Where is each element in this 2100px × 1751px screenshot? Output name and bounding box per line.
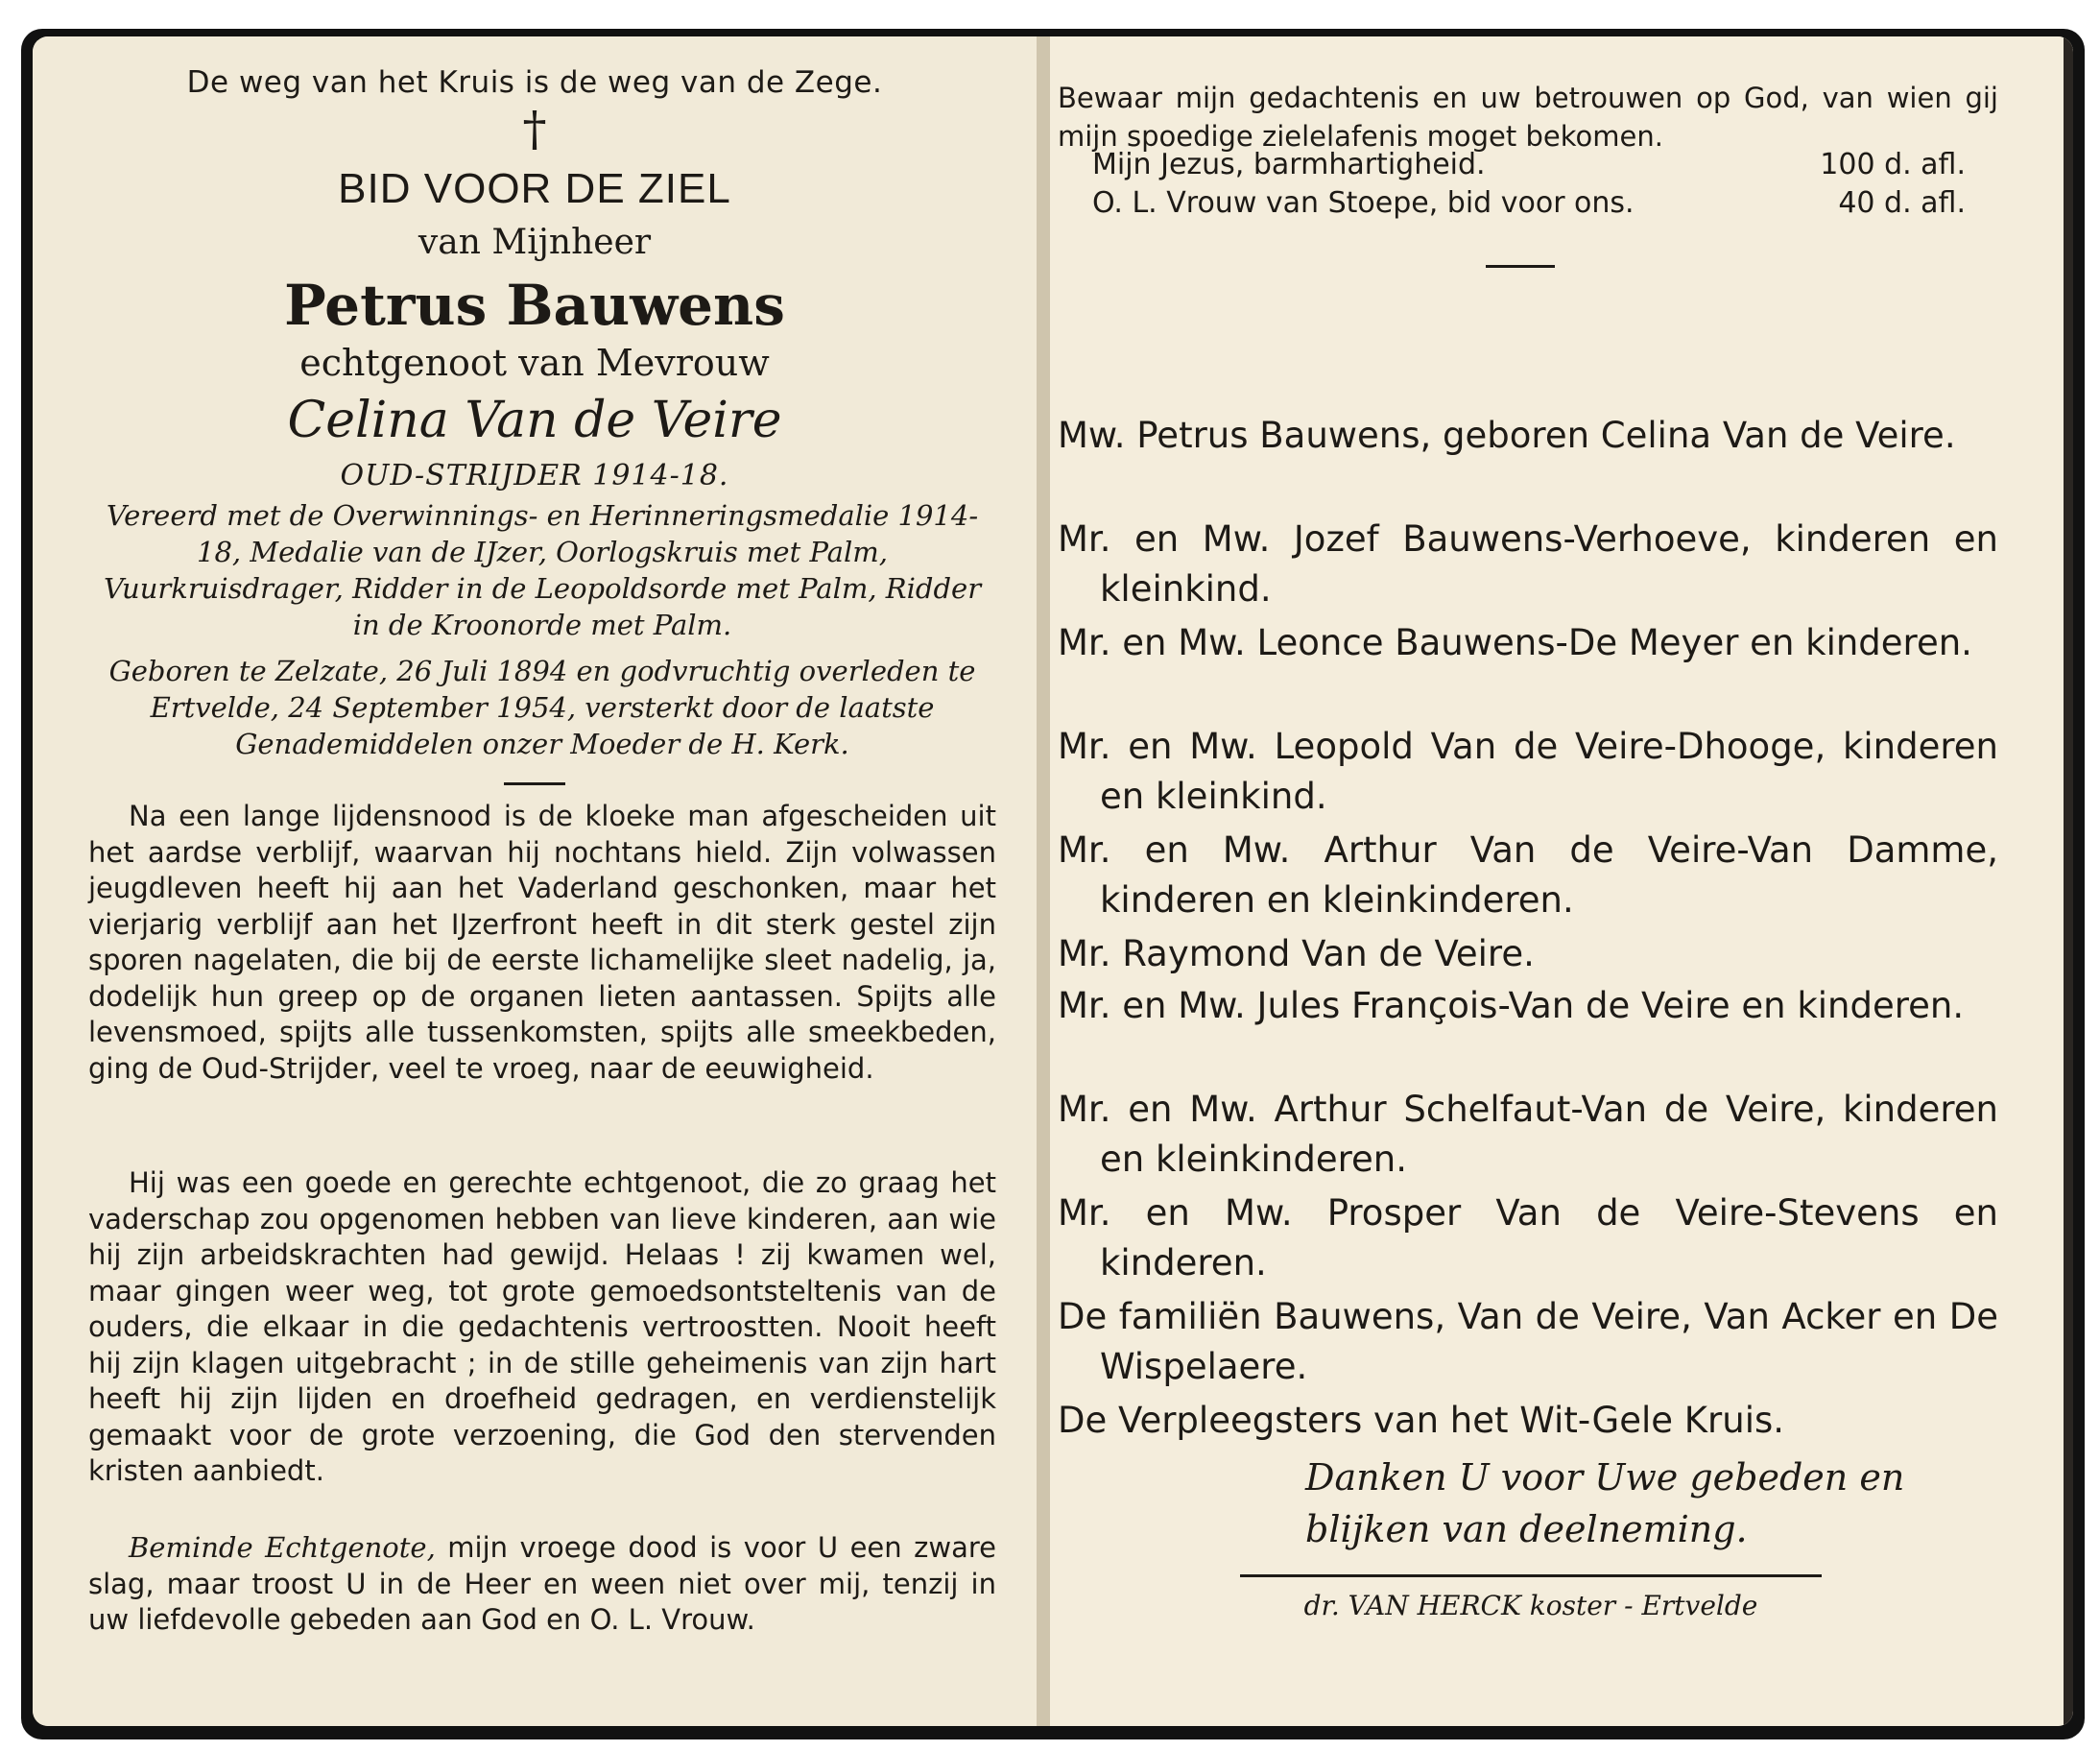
- cross-icon: †: [522, 101, 547, 156]
- birth-death-text: Geboren te Zelzate, 26 Juli 1894 en godvruchtig overleden te Ertvelde, 24 September 1954, versterkt door de laatste Genademiddelen onzer Moeder de H. Kerk.: [108, 655, 976, 760]
- indulgence-line: [1092, 148, 1966, 186]
- honors-text: Vereerd met de Overwinnings- en Herinneringsmedalie 1914-18, Medalie van de IJzer, Oorlogskruis met Palm, Vuurkruisdrager, Ridder in de Leopoldsorde met Palm, Ridder in de Kroonorde met Palm.: [103, 499, 982, 641]
- eulogy-paragraph-2: Hij was een goede en gerechte echtgenoot, die zo graag het vaderschap zou opgenomen hebben van lieve kinderen, aan wie hij zijn arbeidskrachten had gewijd. Helaas ! zij kwamen wel, maar gingen weer weg, tot grote gemoedsontsteltenis van de ouders, die elkaar in die gedachtenis vertroostten. Nooit heeft hij zijn klagen uitgebracht ; in de stille geheimenis van zijn hart heeft hij zijn lijden en droefheid gedragen, en verdienstelijk gemaakt voor de grote verzoening, die God den stervenden kristen aanbiedt.: [88, 1166, 996, 1487]
- divider: [504, 782, 565, 785]
- address-text: mijn vroege dood is voor U een zware slag, maar troost U in de Heer en ween niet over mij, tenzij in uw liefdevolle gebeden aan God en O. L. Vrouw.: [88, 1531, 996, 1636]
- family-entry: Mr. en Mw. Jules François-Van de Veire en kinderen.: [1058, 985, 1965, 1026]
- family-entry: Mr. en Mw. Arthur Van de Veire-Van Damme, kinderen en kleinkinderen.: [1058, 829, 1998, 921]
- spouse-name: Celina Van de Veire: [287, 392, 782, 449]
- spouse-intro: echtgenoot van Mevrouw: [299, 342, 770, 384]
- family-entry: Mr. en Mw. Leonce Bauwens-De Meyer en kinderen.: [1058, 622, 1972, 663]
- indulgence-prayer: Mijn Jezus, barmhartigheid.: [1092, 148, 1486, 181]
- family-entry: Mr. Raymond Van de Veire.: [1058, 933, 1535, 974]
- family-entry: Mr. en Mw. Arthur Schelfaut-Van de Veire, kinderen en kleinkinderen.: [1058, 1089, 1998, 1180]
- indulgence-prayer: O. L. Vrouw van Stoepe, bid voor ons.: [1092, 186, 1635, 220]
- veteran-line: OUD-STRIJDER 1914-18.: [340, 459, 729, 492]
- eulogy-paragraph-3: [88, 1530, 996, 1639]
- prayer-heading: BID VOOR DE ZIEL: [338, 165, 731, 212]
- motto: De weg van het Kruis is de weg van de Zege.: [186, 65, 883, 100]
- family-entry: Mr. en Mw. Prosper Van de Veire-Stevens en kinderen.: [1058, 1192, 1998, 1283]
- indulgence-line: [1092, 186, 1966, 225]
- thanks-text: Danken U voor Uwe gebeden en blijken van deelneming.: [1305, 1456, 1905, 1550]
- address-lead: Beminde Echtgenote,: [129, 1531, 436, 1564]
- card-fold: [1037, 36, 1050, 1726]
- divider: [1240, 1574, 1822, 1577]
- card-edge: [2064, 36, 2073, 1726]
- van-mijnheer: van Mijnheer: [418, 223, 652, 262]
- family-entry: De familiën Bauwens, Van de Veire, Van Acker en De Wispelaere.: [1058, 1296, 1998, 1387]
- family-entry: Mr. en Mw. Jozef Bauwens-Verhoeve, kinderen en kleinkind.: [1058, 518, 1998, 610]
- family-entry: Mw. Petrus Bauwens, geboren Celina Van de Veire.: [1058, 415, 1956, 456]
- indulgence-days: 100 d. afl.: [1820, 148, 1966, 181]
- family-entry: Mr. en Mw. Leopold Van de Veire-Dhooge, kinderen en kleinkind.: [1058, 726, 1998, 817]
- family-entry: De Verpleegsters van het Wit-Gele Kruis.: [1058, 1400, 1785, 1441]
- indulgence-days: 40 d. afl.: [1838, 186, 1966, 220]
- deceased-name: Petrus Bauwens: [284, 273, 785, 338]
- eulogy-paragraph-1: Na een lange lijdensnood is de kloeke man afgescheiden uit het aardse verblijf, waarvan hij nochtans hield. Zijn volwassen jeugdleven heeft hij aan het Vaderland geschonken, maar het vierjarig verblijf aan het IJzerfront heeft in dit sterk gestel zijn sporen nagelaten, die bij de eerste lichamelijke sleet nadelig, ja, dodelijk hun greep op de organen lieten aantassen. Spijts alle levensmoed, spijts alle tussenkomsten, spijts alle smeekbeden, ging de Oud-Strijder, veel te vroeg, naar de eeuwigheid.: [88, 800, 996, 1085]
- divider: [1486, 265, 1555, 268]
- printer-credit: dr. VAN HERCK koster - Ertvelde: [1303, 1590, 1758, 1621]
- bewaar-text: Bewaar mijn gedachtenis en uw betrouwen op God, van wien gij mijn spoedige zielelafenis moget bekomen.: [1058, 82, 1998, 153]
